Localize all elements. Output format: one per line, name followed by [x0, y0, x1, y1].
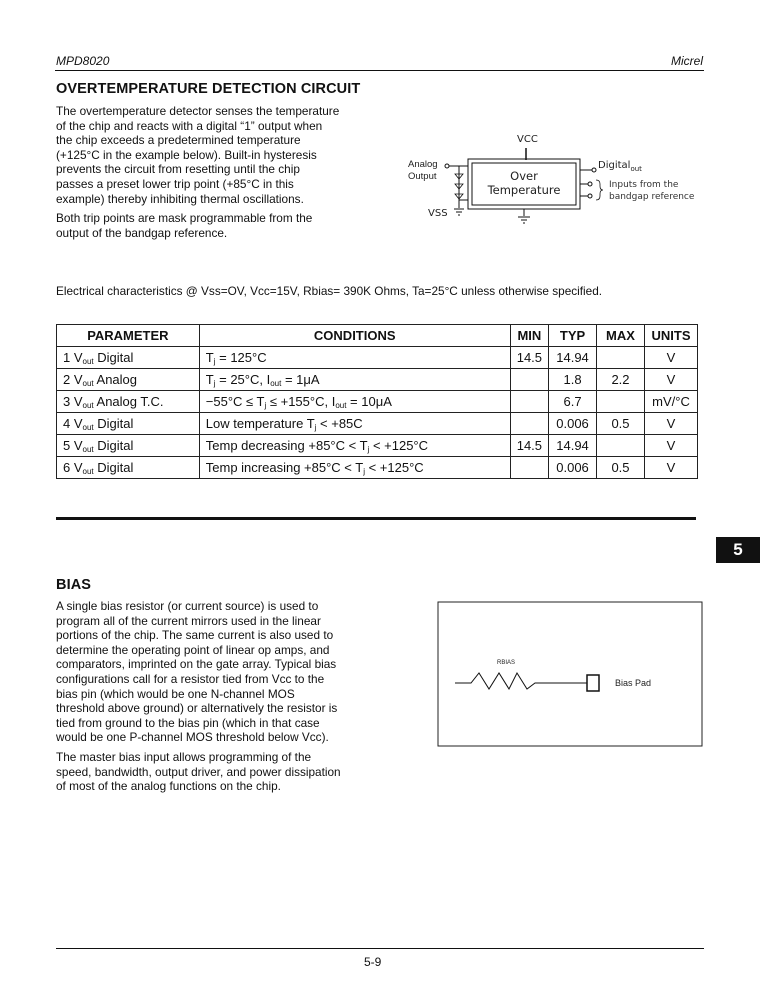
units-cell: V — [644, 413, 697, 435]
bandgap-pin-1 — [588, 182, 592, 186]
typ-cell: 0.006 — [549, 413, 597, 435]
parameter-subscript: out — [82, 356, 94, 366]
table-row — [57, 347, 698, 369]
box-label-temperature: Temperature — [487, 183, 561, 197]
parameter-cell: 2 $V_{out}$ Analog — [57, 369, 200, 391]
paragraph-line: tied from ground to the bias pin (which in that case — [56, 715, 320, 730]
analog-output-pin — [445, 164, 449, 168]
parameter-cell: 1 $V_{out}$ Digital — [57, 347, 200, 369]
parameter-cell: 3 $V_{out}$ Analog T.C. — [57, 391, 200, 413]
table-row — [57, 369, 698, 391]
units-cell: V — [644, 369, 697, 391]
bias-paragraph-1 — [56, 599, 376, 745]
rbias-label: RBIAS — [497, 660, 516, 666]
bandgap-pin-2 — [588, 194, 592, 198]
bandgap-label-2: bandgap reference — [609, 192, 695, 202]
typ-cell: 14.94 — [549, 435, 597, 457]
conditions-subscript: j — [314, 422, 317, 432]
parameter-cell: 5 $V_{out}$ Digital — [57, 435, 200, 457]
parameter-subscript: out — [82, 444, 94, 454]
paragraph-line: comparators, imprinted on the gate array. Typical bias — [56, 657, 337, 672]
parameter-cell: 4 $V_{out}$ Digital — [57, 413, 200, 435]
paragraph-line: Both trip points are mask programmable from the — [56, 211, 313, 226]
max-cell: 0.5 — [597, 413, 645, 435]
typ-cell: 14.94 — [549, 347, 597, 369]
units-cell: V — [644, 435, 697, 457]
table-body — [57, 347, 698, 479]
paragraph-line: portions of the chip. The same current is also used to — [56, 628, 334, 643]
vcc-label: VCC — [517, 134, 538, 145]
header-units: UNITS — [644, 325, 697, 347]
digital-out-label: Digital$_{out}$ — [598, 160, 642, 173]
table-row — [57, 413, 698, 435]
units-cell: mV/°C — [644, 391, 697, 413]
paragraph-line: A single bias resistor (or current source) is used to — [56, 599, 319, 613]
vss-ground-symbol — [454, 209, 464, 215]
overtemp-block-diagram — [400, 128, 710, 228]
units-cell: V — [644, 347, 697, 369]
min-cell — [510, 369, 548, 391]
section-title-overtemperature: OVERTEMPERATURE DETECTION CIRCUIT — [56, 81, 361, 97]
parameter-subscript: out — [82, 400, 94, 410]
table-header-row — [57, 325, 698, 347]
header-rule — [55, 70, 704, 71]
table-row — [57, 457, 698, 479]
bandgap-brace — [596, 180, 603, 200]
typ-cell: 1.8 — [549, 369, 597, 391]
conditions-cell: $-55^\circ C \le T_j \le +155^\circ C$, $I_{out} = 10\mu A$ — [199, 391, 510, 413]
bias-pad-label: Bias Pad — [615, 678, 652, 688]
max-cell — [597, 347, 645, 369]
vss-label: VSS — [428, 208, 448, 219]
paragraph-line: of most of the analog functions on the chip. — [56, 779, 281, 794]
box-ground-symbol — [518, 217, 530, 223]
paragraph-line: (+125°C in the example below). Built-in hysteresis — [56, 147, 317, 162]
paragraph-line: threshold above ground) or alternatively the resistor is — [56, 701, 338, 716]
conditions-cell: Temp decreasing $+85^\circ C < T_j < +125^\circ C$ — [199, 435, 510, 457]
paragraph-line: output of the bandgap reference. — [56, 225, 228, 240]
paragraph-line: configurations call for a resistor tied from Vcc to the — [56, 671, 325, 686]
header-parameter: PARAMETER — [57, 325, 200, 347]
conditions-cell: $T_j = 25^\circ C$, $I_{out} = 1\mu A$ — [199, 369, 510, 391]
max-cell — [597, 435, 645, 457]
conditions-subscript: j — [213, 378, 216, 388]
rbias-resistor — [455, 673, 587, 689]
overtemp-paragraph-1 — [56, 104, 376, 206]
paragraph-line: the chip exceeds a predetermined temperature — [56, 133, 301, 148]
max-cell: 0.5 — [597, 457, 645, 479]
min-cell — [510, 391, 548, 413]
conditions-subscript: j — [367, 444, 370, 454]
units-cell: V — [644, 457, 697, 479]
chapter-tab: 5 — [716, 537, 760, 563]
table-row — [57, 435, 698, 457]
max-cell: 2.2 — [597, 369, 645, 391]
conditions-cell: $T_j = 125^\circ C$ — [199, 347, 510, 369]
min-cell — [510, 413, 548, 435]
header-conditions: CONDITIONS — [199, 325, 510, 347]
paragraph-line: determine the operating point of linear op amps, and — [56, 642, 330, 657]
footer-rule — [56, 948, 704, 949]
paragraph-line: bias pin (which would be one N-channel MOS — [56, 686, 295, 701]
paragraph-line: The overtemperature detector senses the temperature — [56, 104, 340, 118]
paragraph-line: The master bias input allows programming of the — [56, 749, 312, 764]
conditions-subscript: out — [270, 378, 282, 388]
parameter-subscript: out — [82, 422, 94, 432]
typ-cell: 0.006 — [549, 457, 597, 479]
conditions-cell: Low temperature $T_j < +85C$ — [199, 413, 510, 435]
paragraph-line: of the chip and reacts with a digital “1” output when — [56, 118, 323, 133]
table-row — [57, 391, 698, 413]
box-label-over: Over — [510, 169, 538, 183]
page-number: 5-9 — [364, 955, 382, 969]
overtemp-paragraph-2 — [56, 211, 376, 240]
bias-diagram — [437, 601, 703, 747]
parameter-cell: 6 $V_{out}$ Digital — [57, 457, 200, 479]
bias-paragraph-2 — [56, 750, 376, 794]
typ-cell: 6.7 — [549, 391, 597, 413]
paragraph-line: speed, bandwidth, output driver, and power dissipation — [56, 764, 341, 779]
conditions-cell: Temp increasing $+85^\circ C < T_j < +125^\circ C$ — [199, 457, 510, 479]
overtemp-description — [56, 104, 376, 240]
conditions-subscript: j — [363, 466, 365, 476]
conditions-subscript: j — [264, 400, 267, 410]
header-brand: Micrel — [671, 54, 703, 68]
min-cell: 14.5 — [510, 435, 548, 457]
analog-output-label-2: Output — [408, 171, 437, 182]
section-divider — [56, 517, 696, 520]
header-doc-id: MPD8020 — [56, 54, 110, 68]
header-max: MAX — [597, 325, 645, 347]
conditions-subscript: j — [213, 356, 216, 366]
min-cell: 14.5 — [510, 347, 548, 369]
parameter-subscript: out — [82, 378, 94, 388]
conditions-subscript: out — [335, 400, 347, 410]
analog-output-label-1: Analog — [408, 159, 438, 170]
paragraph-line: prevents the circuit from resetting until the chip — [56, 162, 300, 177]
header-min: MIN — [510, 325, 548, 347]
bandgap-label-1: Inputs from the — [609, 180, 679, 190]
bias-description — [56, 599, 376, 794]
min-cell — [510, 457, 548, 479]
paragraph-line: example) thereby inhibiting thermal oscillations. — [56, 191, 304, 206]
max-cell — [597, 391, 645, 413]
parameter-subscript: out — [82, 466, 94, 476]
paragraph-line: program all of the current mirrors used in the linear — [56, 613, 321, 628]
paragraph-line: would be one P-channel MOS threshold below Vcc). — [56, 730, 329, 745]
electrical-characteristics-note: Electrical characteristics @ Vss=OV, Vcc=15V, Rbias= 390K Ohms, Ta=25°C unless otherwise specified. — [56, 284, 603, 298]
digital-out-pin — [592, 168, 596, 172]
section-title-bias: BIAS — [56, 577, 92, 593]
electrical-spec-table — [56, 324, 698, 479]
header-typ: TYP — [549, 325, 597, 347]
bias-pad-square — [587, 675, 599, 691]
paragraph-line: passes a preset lower trip point (+85°C in this — [56, 176, 294, 191]
